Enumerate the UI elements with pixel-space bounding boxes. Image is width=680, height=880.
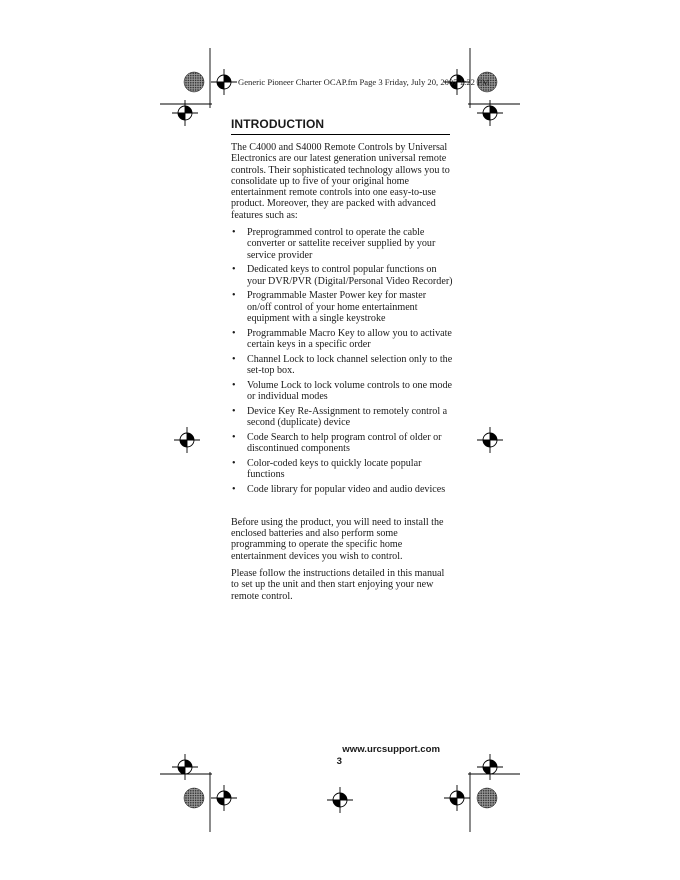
list-item: • Code library for popular video and audio devices — [232, 483, 446, 495]
registration-mark — [174, 427, 200, 453]
registration-mark — [444, 785, 470, 811]
list-item: • Color-coded keys to quickly locate popular functions — [232, 457, 422, 480]
list-item: • Volume Lock to lock volume controls to one mode or individual modes — [232, 379, 453, 402]
intro-paragraph: The C4000 and S4000 Remote Controls by Universal Electronics are our latest generation universal remote controls. Their sophisticated technology allows you to consolidate up to five of your original home entertainment remote controls into one easy-to-use product. Moreover, they are packed with advanced features such as: — [231, 142, 450, 221]
color-target-bottom-left — [184, 788, 204, 808]
list-item: • Preprogrammed control to operate the cable converter or sattelite receiver supplied by your service provider — [232, 227, 436, 261]
registration-mark — [477, 427, 503, 453]
registration-mark — [211, 69, 237, 95]
list-item: • Channel Lock to lock channel selection only to the set-top box. — [232, 353, 453, 376]
page-number: 3 — [336, 756, 342, 767]
list-item: • Programmable Macro Key to allow you to activate certain keys in a specific order — [232, 327, 452, 350]
registration-mark — [327, 787, 353, 813]
feature-list — [231, 227, 453, 495]
before-using-paragraph: Before using the product, you will need to install the enclosed batteries and also perform some programming to operate the specific home entertainment devices you wish to control. — [231, 516, 444, 562]
color-target-top-left — [184, 72, 204, 92]
page-slug: Generic Pioneer Charter OCAP.fm Page 3 Friday, July 20, 2007 1:22 PM — [238, 77, 490, 87]
list-item: • Dedicated keys to control popular functions on your DVR/PVR (Digital/Personal Video Recorder) — [232, 264, 453, 287]
registration-mark — [172, 754, 198, 780]
section-body — [231, 142, 453, 602]
list-item: • Code Search to help program control of older or discontinued components — [232, 431, 442, 454]
list-item: • Programmable Master Power key for master on/off control of your home entertainment equipment with a single keystroke — [232, 290, 427, 324]
list-item: • Device Key Re-Assignment to remotely control a second (duplicate) device — [232, 405, 448, 428]
color-target-bottom-right — [477, 788, 497, 808]
section-title: INTRODUCTION — [231, 117, 450, 135]
follow-instructions-paragraph: Please follow the instructions detailed in this manual to set up the unit and then start enjoying your new remote control. — [231, 568, 445, 602]
page-footer — [240, 744, 440, 768]
registration-mark — [211, 785, 237, 811]
footer-url: www.urcsupport.com — [342, 744, 440, 755]
registration-mark — [477, 754, 503, 780]
